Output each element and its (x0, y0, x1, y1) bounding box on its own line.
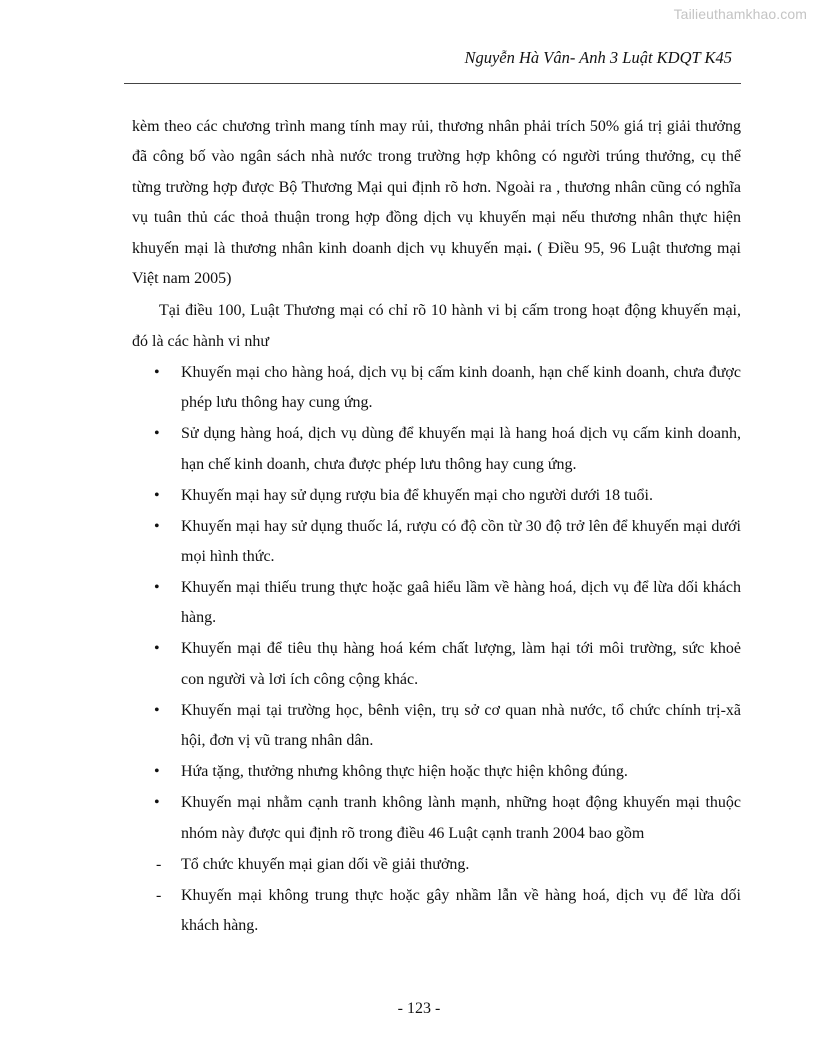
paragraph-continuation-text: kèm theo các chương trình mang tính may rủi, thương nhân phải trích 50% giá trị giải thưởng đã công bố vào ngân sách nhà nước trong trường hợp không có người trúng thưởng, cụ thể từng trường hợp được Bộ Thương Mại qui định rõ hơn. Ngoài ra , thương nhân cũng có nghĩa vụ tuân thủ các thoả thuận trong hợp đồng dịch vụ khuyến mại nếu thương nhân thực hiện khuyến mại là thương nhân kinh doanh dịch vụ khuyến mại (132, 118, 741, 257)
bullet-marker: • (154, 517, 160, 535)
bullet-marker: • (154, 794, 160, 812)
list-item (132, 481, 741, 511)
header-divider (124, 83, 741, 84)
list-item (132, 512, 741, 573)
prohibited-acts-list (132, 358, 741, 942)
list-item (132, 696, 741, 757)
bullet-marker: • (154, 486, 160, 504)
list-item-text: Khuyến mại nhằm cạnh tranh không lành mạnh, những hoạt động khuyến mại thuộc nhóm này được qui định rõ trong điều 46 Luật cạnh tranh 2004 bao gồm (181, 794, 741, 842)
list-item (132, 634, 741, 695)
list-item (132, 358, 741, 419)
sub-list-item-text: Tổ chức khuyến mại gian dối về giải thưởng. (181, 855, 470, 873)
list-item-text: Khuyến mại hay sử dụng rượu bia để khuyến mại cho người dưới 18 tuổi. (181, 486, 653, 504)
list-item-text: Khuyến mại cho hàng hoá, dịch vụ bị cấm kinh doanh, hạn chế kinh doanh, chưa được phép lưu thông hay cung ứng. (181, 363, 741, 412)
sub-list-item-text: Khuyến mại không trung thực hoặc gây nhầm lẫn về hàng hoá, dịch vụ để lừa dối khách hàng. (181, 886, 741, 935)
page-header: Nguyễn Hà Vân- Anh 3 Luật KDQT K45 (464, 48, 732, 67)
list-item (132, 419, 741, 480)
bullet-marker: • (154, 579, 160, 597)
law-citation: ( Điều 95, 96 Luật thương mại Việt nam 2005) (132, 239, 741, 288)
list-item-text: Khuyến mại tại trường học, bênh viện, trụ sở cơ quan nhà nước, tổ chức chính trị-xã hội, đơn vị vũ trang nhân dân. (181, 701, 741, 750)
paragraph-intro: Tại điều 100, Luật Thương mại có chỉ rõ 10 hành vi bị cấm trong hoạt động khuyến mại, đó là các hành vi như (132, 302, 741, 350)
list-item (132, 573, 741, 634)
dash-marker: - (156, 855, 162, 873)
bullet-marker: • (154, 763, 160, 781)
dash-marker: - (156, 886, 162, 904)
paragraph-continuation (132, 112, 741, 294)
watermark-text: Tailieuthamkhao.com (673, 6, 807, 22)
list-item (132, 757, 741, 787)
list-item-text: Khuyến mại hay sử dụng thuốc lá, rượu có độ cồn từ 30 độ trở lên để khuyến mại dưới mọi hình thức. (181, 517, 741, 566)
bullet-marker: • (154, 425, 160, 443)
list-item (132, 788, 741, 849)
list-item-text: Khuyến mại thiếu trung thực hoặc gaâ hiểu lầm về hàng hoá, dịch vụ để lừa dối khách hàng. (181, 579, 741, 627)
sub-list-item (132, 850, 741, 880)
page-body (132, 112, 741, 942)
bullet-marker: • (154, 640, 160, 658)
bold-period: . (527, 239, 532, 257)
page-number: - 123 - (397, 1000, 441, 1017)
bullet-marker: • (154, 363, 160, 381)
list-item-text: Sử dụng hàng hoá, dịch vụ dùng để khuyến mại là hang hoá dịch vụ cấm kinh doanh, hạn chế kinh doanh, chưa được phép lưu thông hay cung ứng. (181, 425, 741, 473)
list-item-text: Khuyến mại để tiêu thụ hàng hoá kém chất lượng, làm hại tới môi trường, sức khoẻ con người và lơi ích công cộng khác. (181, 640, 741, 688)
bullet-marker: • (154, 701, 160, 719)
sub-list-item (132, 881, 741, 942)
list-item-text: Hứa tặng, thưởng nhưng không thực hiện hoặc thực hiện không đúng. (181, 763, 628, 781)
